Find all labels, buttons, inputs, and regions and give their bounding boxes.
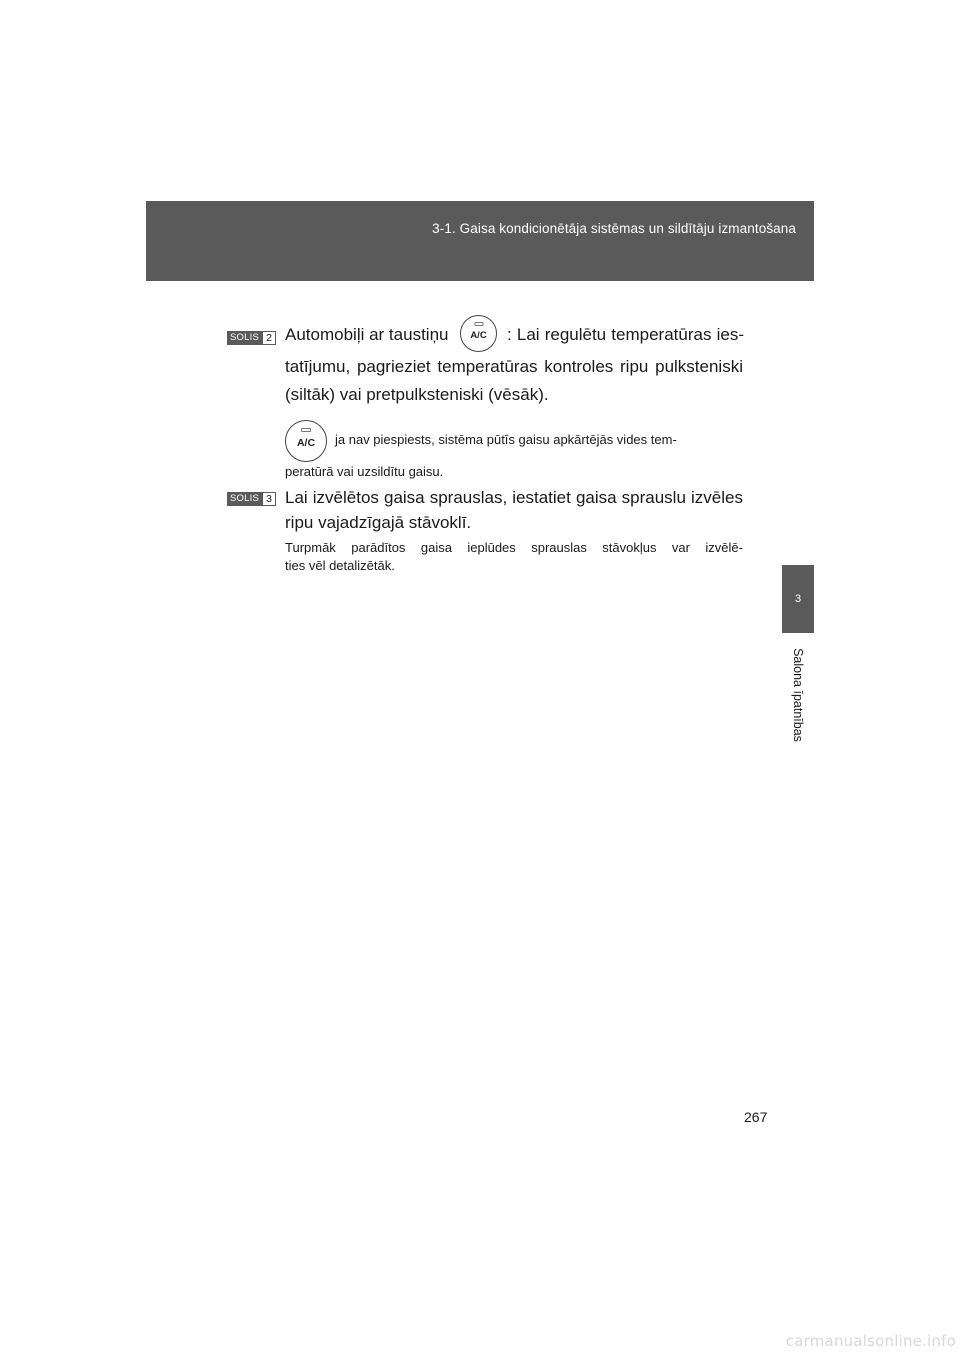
ac-indicator-icon-note <box>301 428 311 432</box>
section-title: 3-1. Gaisa kondicionētāja sistēmas un sildītāju izmantošana <box>432 221 796 236</box>
step-2-line-3: (siltāk) vai pretpulksteniski (vēsāk). <box>285 385 549 404</box>
step-3-line-1-word: gaisa <box>575 488 617 507</box>
step-3-note-line-1-word: gaisa <box>420 540 452 555</box>
step-2-badge-number: 2 <box>262 331 276 345</box>
step-2-line-1-start: Automobiļi ar taustiņu <box>285 325 449 344</box>
step-3-line-1 <box>285 488 743 508</box>
step-3-badge-number: 3 <box>262 492 276 506</box>
step-2-note-line-2: peratūrā vai uzsildītu gaisu. <box>285 464 444 479</box>
step-2-line-2 <box>285 357 743 377</box>
step-2-line-1-word: Lai <box>516 325 540 344</box>
ac-indicator-icon <box>474 322 483 326</box>
step-3-line-1-word: gaisa <box>383 488 425 507</box>
step-2-line-1-word: temperatūras <box>611 325 712 344</box>
step-2-line-1-end <box>507 325 744 345</box>
step-3-note-line-1-word: stāvokļus <box>602 540 657 555</box>
step-3-badge-word: SOLIS <box>227 492 262 506</box>
step-2-note-line-1: ja nav piespiests, sistēma pūtīs gaisu apkārtējās vides tem- <box>335 432 677 447</box>
step-3-line-1-word: sprauslu <box>621 488 686 507</box>
step-3-note-line-1-word: sprauslas <box>531 540 587 555</box>
step-2-line-2-word: temperatūras <box>437 357 538 376</box>
step-3-note-line-1 <box>285 540 743 555</box>
step-2-badge <box>227 331 276 345</box>
step-3-line-1-word: Lai <box>285 488 308 507</box>
step-3-note-line-1-word: var <box>671 540 690 555</box>
page-number: 267 <box>744 1109 768 1125</box>
ac-button-icon <box>460 315 497 352</box>
ac-button-label-note: A/C <box>296 437 316 449</box>
step-3-note-line-1-word: izvēlē- <box>705 540 743 555</box>
ac-button-label: A/C <box>470 330 487 341</box>
watermark-text: carmanualsonline.info <box>785 1332 956 1350</box>
step-3-badge <box>227 492 276 506</box>
ac-button-icon-note <box>285 420 327 462</box>
step-3-note-line-1-word: Turpmāk <box>285 540 336 555</box>
step-2-line-1-word: regulētu <box>544 325 607 344</box>
step-2-line-2-word: pulksteniski <box>655 357 743 376</box>
step-3-line-2: ripu vajadzīgajā stāvoklī. <box>285 513 472 532</box>
step-2-line-2-word: tatījumu, <box>285 357 351 376</box>
section-header-band <box>146 201 814 281</box>
chapter-tab[interactable]: 3 <box>782 565 814 633</box>
step-3-note-line-2: ties vēl detalizētāk. <box>285 558 395 573</box>
step-3-line-1-word: iestatiet <box>512 488 571 507</box>
step-3-line-1-word: izvēlētos <box>312 488 379 507</box>
step-3-line-1-word: sprauslas, <box>429 488 508 507</box>
step-2-line-2-word: kontroles <box>544 357 614 376</box>
step-3-line-1-word: izvēles <box>691 488 743 507</box>
step-2-line-2-word: ripu <box>620 357 649 376</box>
step-2-badge-word: SOLIS <box>227 331 262 345</box>
step-2-line-1-word: : <box>507 325 512 344</box>
step-3-note-line-1-word: ieplūdes <box>467 540 516 555</box>
step-3-note-line-1-word: parādītos <box>351 540 406 555</box>
chapter-label: Salona īpatnības <box>791 648 805 742</box>
step-2-line-2-word: pagrieziet <box>356 357 431 376</box>
step-2-line-1-word: ies- <box>716 325 744 344</box>
